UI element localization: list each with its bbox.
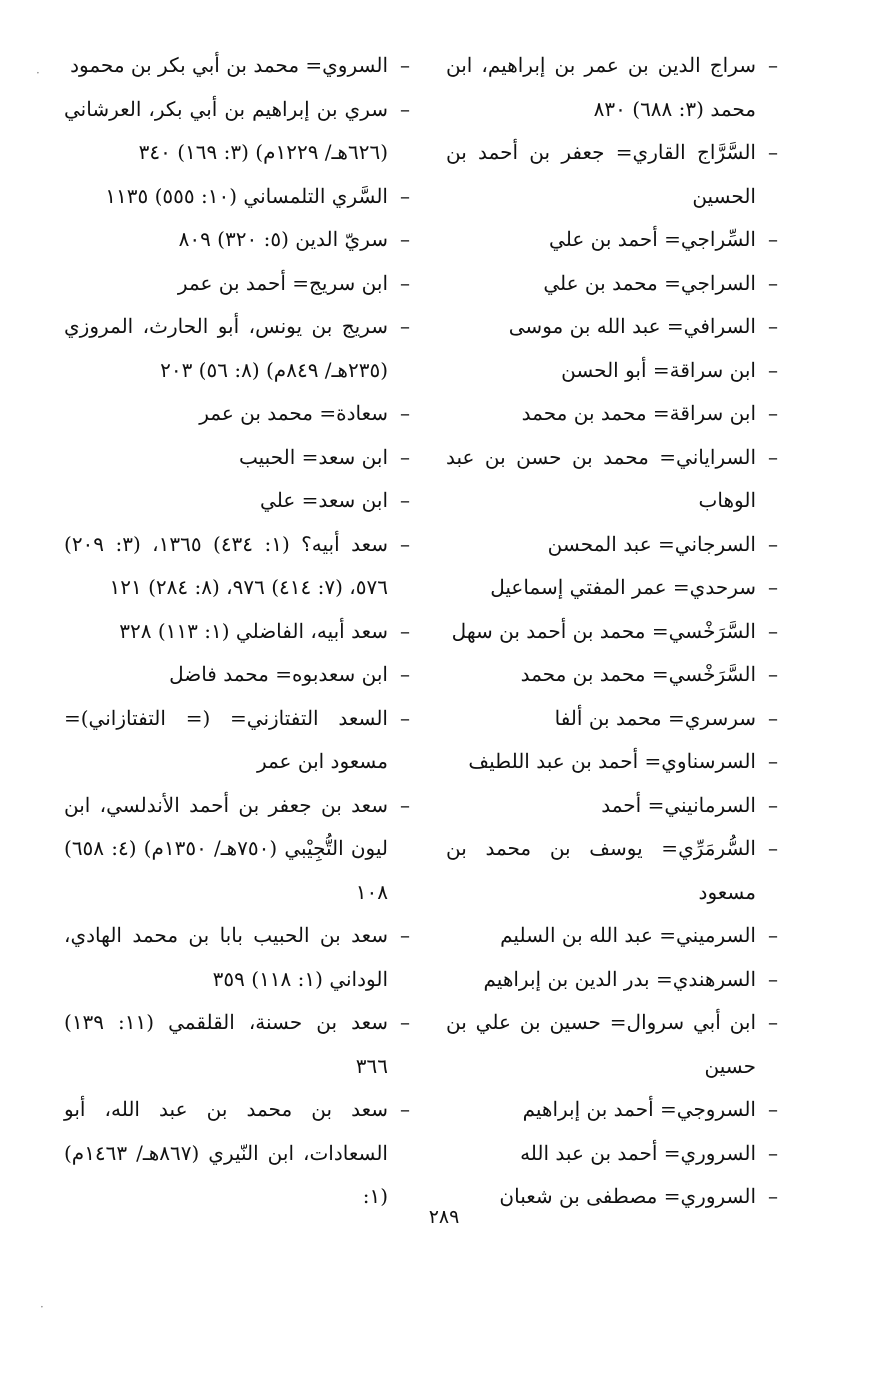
- index-column-right: [446, 44, 778, 1219]
- index-entry: – ابن سراقة= أبو الحسن: [446, 349, 778, 393]
- index-entry: – السعد التفتازني= (= التفتازاني)= مسعود ابن عمر: [64, 697, 410, 784]
- index-entry: – السرمانيني= أحمد: [446, 784, 778, 828]
- index-entry: – ابن سراقة= محمد بن محمد: [446, 392, 778, 436]
- scan-speck: ·: [40, 1300, 44, 1314]
- index-entry: – السَّرَّاج القاري= جعفر بن أحمد بن الحسين: [446, 131, 778, 218]
- index-entry: – سريّ الدين (٥: ٣٢٠) ٨٠٩: [64, 218, 410, 262]
- index-entry: – السروري= أحمد بن عبد الله: [446, 1132, 778, 1176]
- index-entry: – السرهندي= بدر الدين بن إبراهيم: [446, 958, 778, 1002]
- index-entry: – سعادة= محمد بن عمر: [64, 392, 410, 436]
- page-number: ٢٨٩: [428, 1206, 460, 1228]
- index-entry: – سراج الدين بن عمر بن إبراهيم، ابن محمد (٣: ٦٨٨) ٨٣٠: [446, 44, 778, 131]
- index-entry: – السرافي= عبد الله بن موسى: [446, 305, 778, 349]
- index-entry: – السِّراجي= أحمد بن علي: [446, 218, 778, 262]
- index-entry: – سعد بن جعفر بن أحمد الأندلسي، ابن ليون التُّجِيْبي (٧٥٠هـ/ ١٣٥٠م) (٤: ٦٥٨) ١٠٨: [64, 784, 410, 915]
- index-entry: – سعد بن الحبيب بابا بن محمد الهادي، الوداني (١: ١١٨) ٣٥٩: [64, 914, 410, 1001]
- index-entry: – السرجاني= عبد المحسن: [446, 523, 778, 567]
- index-entry: – سعد أبيه، الفاضلي (١: ١١٣) ٣٢٨: [64, 610, 410, 654]
- index-entry: – السروري= مصطفى بن شعبان: [446, 1175, 778, 1219]
- index-entry: – سرسري= محمد بن ألفا: [446, 697, 778, 741]
- index-entry: – السُّرمَرِّي= يوسف بن محمد بن مسعود: [446, 827, 778, 914]
- index-entry: – السروجي= أحمد بن إبراهيم: [446, 1088, 778, 1132]
- index-entry: – ابن سعدبوه= محمد فاضل: [64, 653, 410, 697]
- index-entry: – السرسناوي= أحمد بن عبد اللطيف: [446, 740, 778, 784]
- index-entry: – سريج بن يونس، أبو الحارث، المروزي (٢٣٥هـ/ ٨٤٩م) (٨: ٥٦) ٢٠٣: [64, 305, 410, 392]
- index-entry: – السرميني= عبد الله بن السليم: [446, 914, 778, 958]
- index-entry: – السَّرَخْسي= محمد بن محمد: [446, 653, 778, 697]
- index-entry: – السراجي= محمد بن علي: [446, 262, 778, 306]
- index-entry: – ابن أبي سروال= حسين بن علي بن حسين: [446, 1001, 778, 1088]
- index-entry: – ابن سعد= الحبيب: [64, 436, 410, 480]
- index-entry: – سعد بن حسنة، القلقمي (١١: ١٣٩) ٣٦٦: [64, 1001, 410, 1088]
- index-entry: – السروي= محمد بن أبي بكر بن محمود: [64, 44, 410, 88]
- index-entry: – سعد بن محمد بن عبد الله، أبو السعادات، ابن النّيري (٨٦٧هـ/ ١٤٦٣م) (١:: [64, 1088, 410, 1219]
- index-entry: – السراياني= محمد بن حسن بن عبد الوهاب: [446, 436, 778, 523]
- index-entry: – سعد أبيه؟ (١: ٤٣٤) ١٣٦٥، (٣: ٢٠٩) ٥٧٦، (٧: ٤١٤) ٩٧٦، (٨: ٢٨٤) ١٢١: [64, 523, 410, 610]
- index-entry: – السَّرَخْسي= محمد بن أحمد بن سهل: [446, 610, 778, 654]
- index-entry: – سرحدي= عمر المفتي إسماعيل: [446, 566, 778, 610]
- index-entry: – ابن سعد= علي: [64, 479, 410, 523]
- index-entry: – سري بن إبراهيم بن أبي بكر، العرشاني (٦٢٦هـ/ ١٢٢٩م) (٣: ١٦٩) ٣٤٠: [64, 88, 410, 175]
- index-entry: – السَّري التلمساني (١٠: ٥٥٥) ١١٣٥: [64, 175, 410, 219]
- index-column-left: [64, 44, 410, 1219]
- scan-speck: ·: [36, 66, 40, 80]
- index-entry: – ابن سريج= أحمد بن عمر: [64, 262, 410, 306]
